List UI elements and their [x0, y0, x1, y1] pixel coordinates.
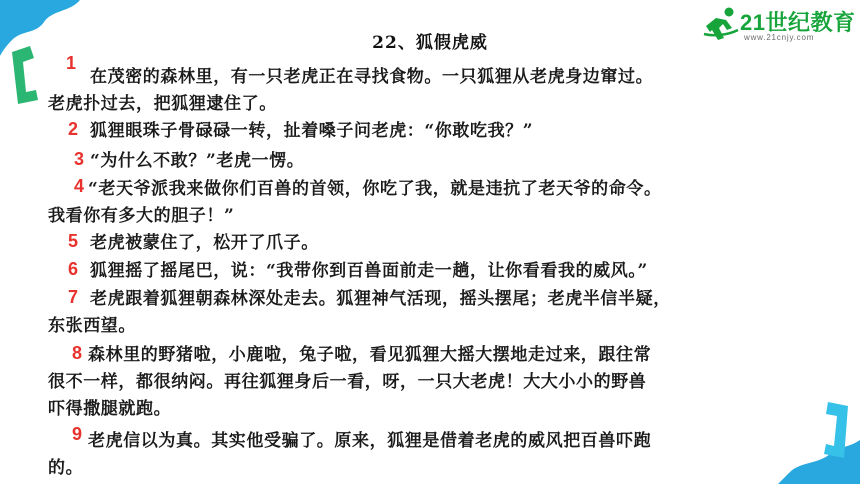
paragraph-number: 9 — [72, 424, 83, 444]
paragraph-line: 在茂密的森林里，有一只老虎正在寻找食物。一只狐狸从老虎身边窜过。 — [90, 67, 654, 87]
paragraph-line: 很不一样，都很纳闷。再往狐狸身后一看，呀，一只大老虎！大大小小的野兽 — [48, 372, 647, 392]
paragraph-line: “老天爷派我来做你们百兽的首领，你吃了我，就是违抗了老天爷的命令。 — [88, 179, 662, 199]
paragraph-number: 6 — [68, 259, 79, 279]
paragraph-number: 2 — [68, 119, 79, 139]
paragraph-line: 东张西望。 — [48, 316, 136, 336]
paragraph-line: 森林里的野猪啦，小鹿啦，兔子啦，看见狐狸大摇大摆地走过来，跟往常 — [88, 345, 652, 365]
cyan-bracket-right-decoration — [818, 398, 854, 462]
paragraph-line: “为什么不敢？”老虎一愣。 — [90, 151, 305, 171]
paragraph-number: 4 — [74, 176, 85, 196]
paragraph-number: 5 — [68, 231, 79, 251]
paragraph-number: 7 — [68, 287, 79, 307]
paragraph-line: 狐狸眼珠子骨碌碌一转，扯着嗓子问老虎：“你敢吃我？” — [90, 121, 534, 141]
paragraph-line: 老虎扑过去，把狐狸逮住了。 — [48, 94, 277, 114]
paragraph-line: 我看你有多大的胆子！” — [48, 206, 235, 226]
paragraph-line: 吓得撒腿就跑。 — [48, 399, 172, 419]
paragraph-number: 8 — [72, 343, 83, 363]
paragraph-number: 1 — [66, 53, 77, 73]
paragraph-line: 的。 — [48, 458, 84, 478]
logo-url: www.21cnjy.com — [744, 33, 815, 42]
paragraph-line: 老虎被蒙住了，松开了爪子。 — [90, 233, 319, 253]
paragraph-line: 狐狸摇了摇尾巴，说：“我带你到百兽面前走一趟，让你看看我的威风。” — [90, 261, 648, 281]
logo-name: 21世纪教育 — [740, 10, 856, 35]
paragraph-line: 老虎信以为真。其实他受骗了。原来，狐狸是借着老虎的威风把百兽吓跑 — [88, 431, 652, 451]
paragraph-line: 老虎跟着狐狸朝森林深处走去。狐狸神气活现，摇头摆尾；老虎半信半疑， — [90, 289, 671, 309]
page-title: 22、狐假虎威 — [372, 33, 488, 53]
paragraph-number: 3 — [74, 149, 85, 169]
